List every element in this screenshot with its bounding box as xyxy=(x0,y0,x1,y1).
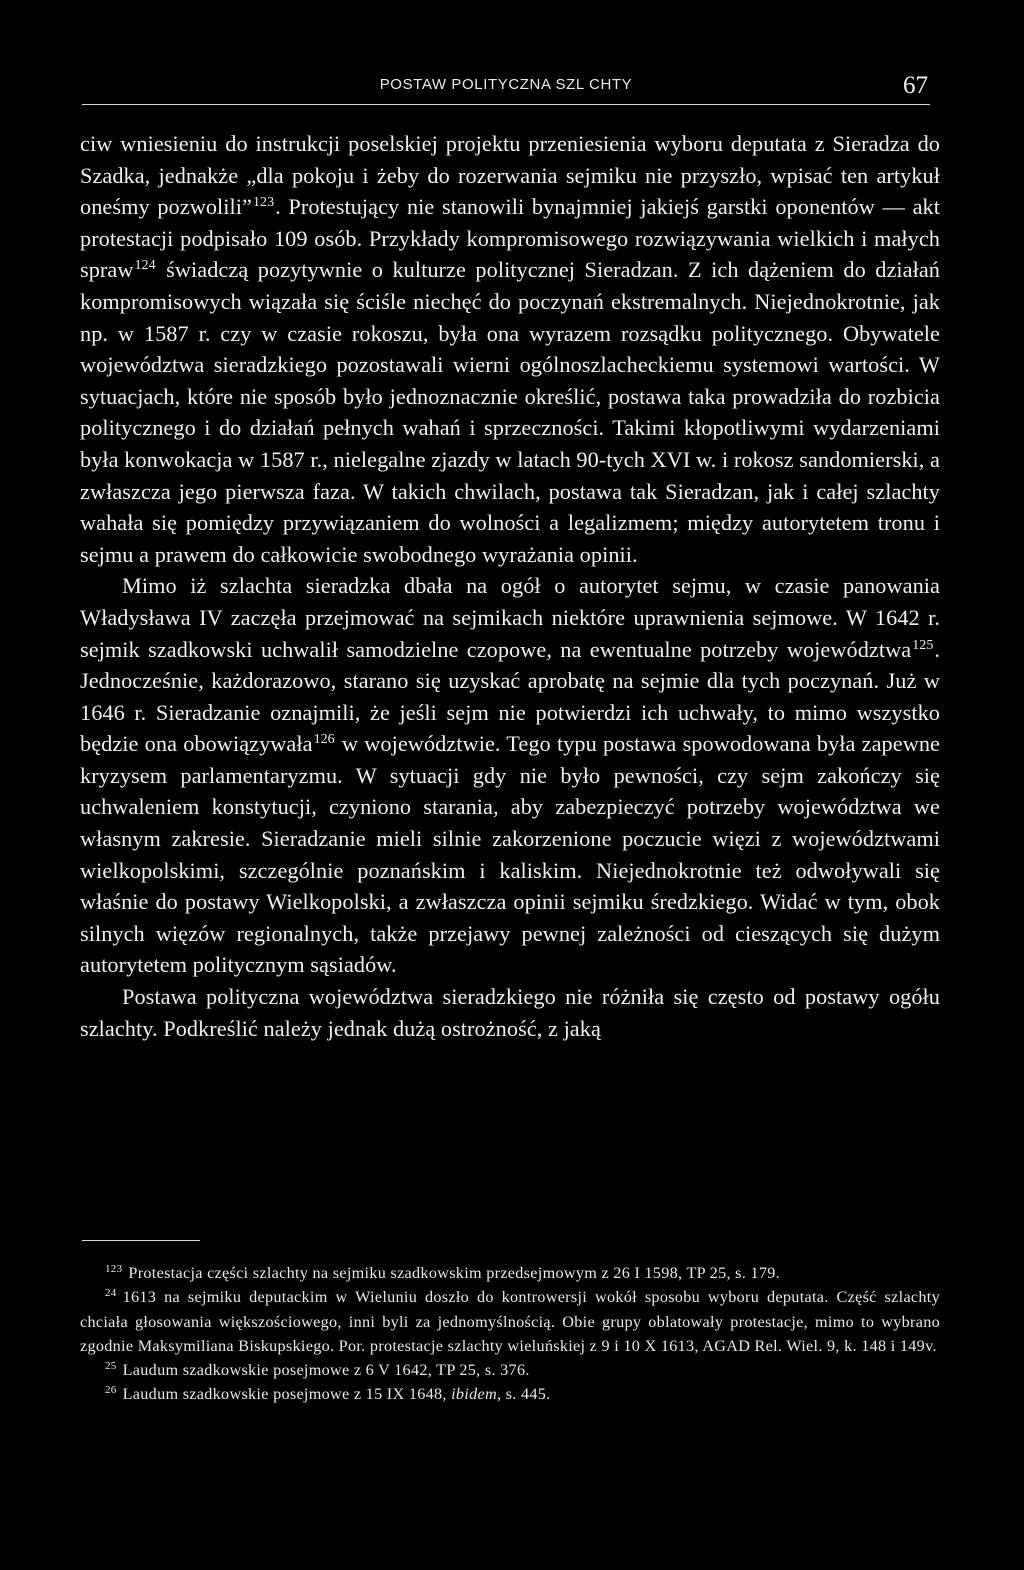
running-title: POSTAW POLITYCZNA SZL CHTY xyxy=(379,76,633,93)
footnote-ref: 123 xyxy=(252,195,275,211)
text-run: Mimo iż szlachta sieradzka dbała na ogół o autorytet sejmu, w czasie panowania Władysława IV zaczęła przejmować na sejmikach niektóre uprawnienia sejmowe. W 1642 r. sejmik szadkowski uchwalił samodzielne czopowe, na ewentualne potrzeby województwa xyxy=(80,573,940,662)
text-run: . Protestujący nie stanowili bynajmniej jakiejś garstki oponentów — akt protestacji podpisało 109 osób. Przykłady kompromisowego rozwiązywania wielkich i małych spraw xyxy=(80,194,940,283)
footnote-divider xyxy=(82,1240,200,1241)
paragraph: Postawa polityczna województwa sieradzkiego nie różniła się często od postawy ogółu szlachty. Podkreślić należy jednak dużą ostrożność, z jaką xyxy=(80,984,940,1041)
footnote-number: 123 xyxy=(105,1263,123,1275)
footnote-number: 24 xyxy=(105,1287,117,1300)
footnote-number: 25 xyxy=(105,1360,117,1373)
footnote-ref: 126 xyxy=(313,732,335,748)
main-text xyxy=(80,128,940,1044)
running-header xyxy=(82,70,930,105)
footnote xyxy=(80,1382,940,1406)
footnote-number: 26 xyxy=(105,1384,117,1397)
footnote-italic: ibidem xyxy=(451,1385,497,1404)
text-run: . Jednocześnie, każdorazowo, starano się uzyskać aprobatę na sejmie dla tych poczynań. Już w 1646 r. Sieradzanie oznajmili, że jeśli sejm nie potwierdzi ich uchwały, to mimo wszystko będzie ona obowiązywała xyxy=(80,636,940,757)
footnote-text: , s. 445. xyxy=(496,1385,551,1404)
footnote-text: Laudum szadkowskie posejmowe z 6 V 1642, TP 25, s. 376. xyxy=(122,1361,530,1380)
text-run: świadczą pozytywnie o kulturze politycznej Sieradzan. Z ich dążeniem do działań kompromisowych wiązała się ściśle niechęć do poczynań ekstremalnych. Niejednokrotnie, jak np. w 1587 r. czy w czasie rokoszu, była ona wyrazem rozsądku politycznego. Obywatele województwa sieradzkiego pozostawali wierni ogólnoszlacheckiemu systemowi wartości. W sytuacjach, które nie sposób było jednoznacznie określić, postawa taka prowadziła do rozbicia politycznego i do działań pełnych wahań i sprzeczności. Takimi kłopotliwymi wydarzeniami była konwokacja w 1587 r., nielegalne zjazdy w latach 90-tych XVI w. i rokosz sandomierski, a zwłaszcza jego pierwsza faza. W takich chwilach, postawa tak Sieradzan, jak i całej szlachty wahała się pomiędzy przywiązaniem do wolności a legalizmem; między autorytetem tronu i sejmu a prawem do całkowicie swobodnego wyrażania opinii. xyxy=(80,257,940,567)
footnote xyxy=(80,1261,940,1285)
paragraph xyxy=(80,570,940,981)
footnote xyxy=(80,1358,940,1382)
text-run: ciw wniesieniu do instrukcji poselskiej projektu przeniesienia wyboru deputata z Sieradza do Szadka, jednakże „dla pokoju i żeby do rozerwania sejmiku nie przyszło, wpisać ten artykuł oneśmy pozwolili” xyxy=(80,131,940,220)
footnote-ref: 124 xyxy=(134,258,156,274)
footnote-text: 1613 na sejmiku deputackim w Wieluniu doszło do kontrowersji wokół sposobu wyboru deputata. Część szlachty chciała głosowania większościowego, inni byli za jednomyślnością. Obie grupy oblatowały protestacje, mimo to wybrano zgodnie Maksymiliana Biskupskiego. Por. protestacje szlachty wieluńskiej z 9 i 10 X 1613, AGAD Rel. Wiel. 9, k. 148 i 149v. xyxy=(80,1288,940,1355)
footnote-text: Protestacja części szlachty na sejmiku szadkowskim przedsejmowym z 26 I 1598, TP 25, s. 179. xyxy=(128,1264,780,1282)
footnote xyxy=(80,1285,940,1358)
footnote-text: Laudum szadkowskie posejmowe z 15 IX 1648, xyxy=(122,1385,452,1404)
text-run: w województwie. Tego typu postawa spowodowana była zapewne kryzysem parlamentaryzmu. W sytuacji gdy nie było pewności, czy sejm zakończy się uchwaleniem konstytucji, czyniono starania, aby zabezpieczyć potrzeby województwa we własnym zakresie. Sieradzanie mieli silnie zakorzenione poczucie więzi z województwami wielkopolskimi, szczególnie poznańskim i kaliskim. Niejednokrotnie też odwoływali się właśnie do postawy Wielkopolski, a zwłaszcza opinii sejmiku średzkiego. Widać w tym, obok silnych więzów regionalnych, także przejawy pewnej zależności od cieszących się dużym autorytetem politycznym sąsiadów. xyxy=(80,731,940,978)
footnote-ref: 125 xyxy=(912,637,934,653)
paragraph xyxy=(80,128,940,570)
footnotes xyxy=(80,1261,940,1407)
page-number: 67 xyxy=(903,72,928,99)
